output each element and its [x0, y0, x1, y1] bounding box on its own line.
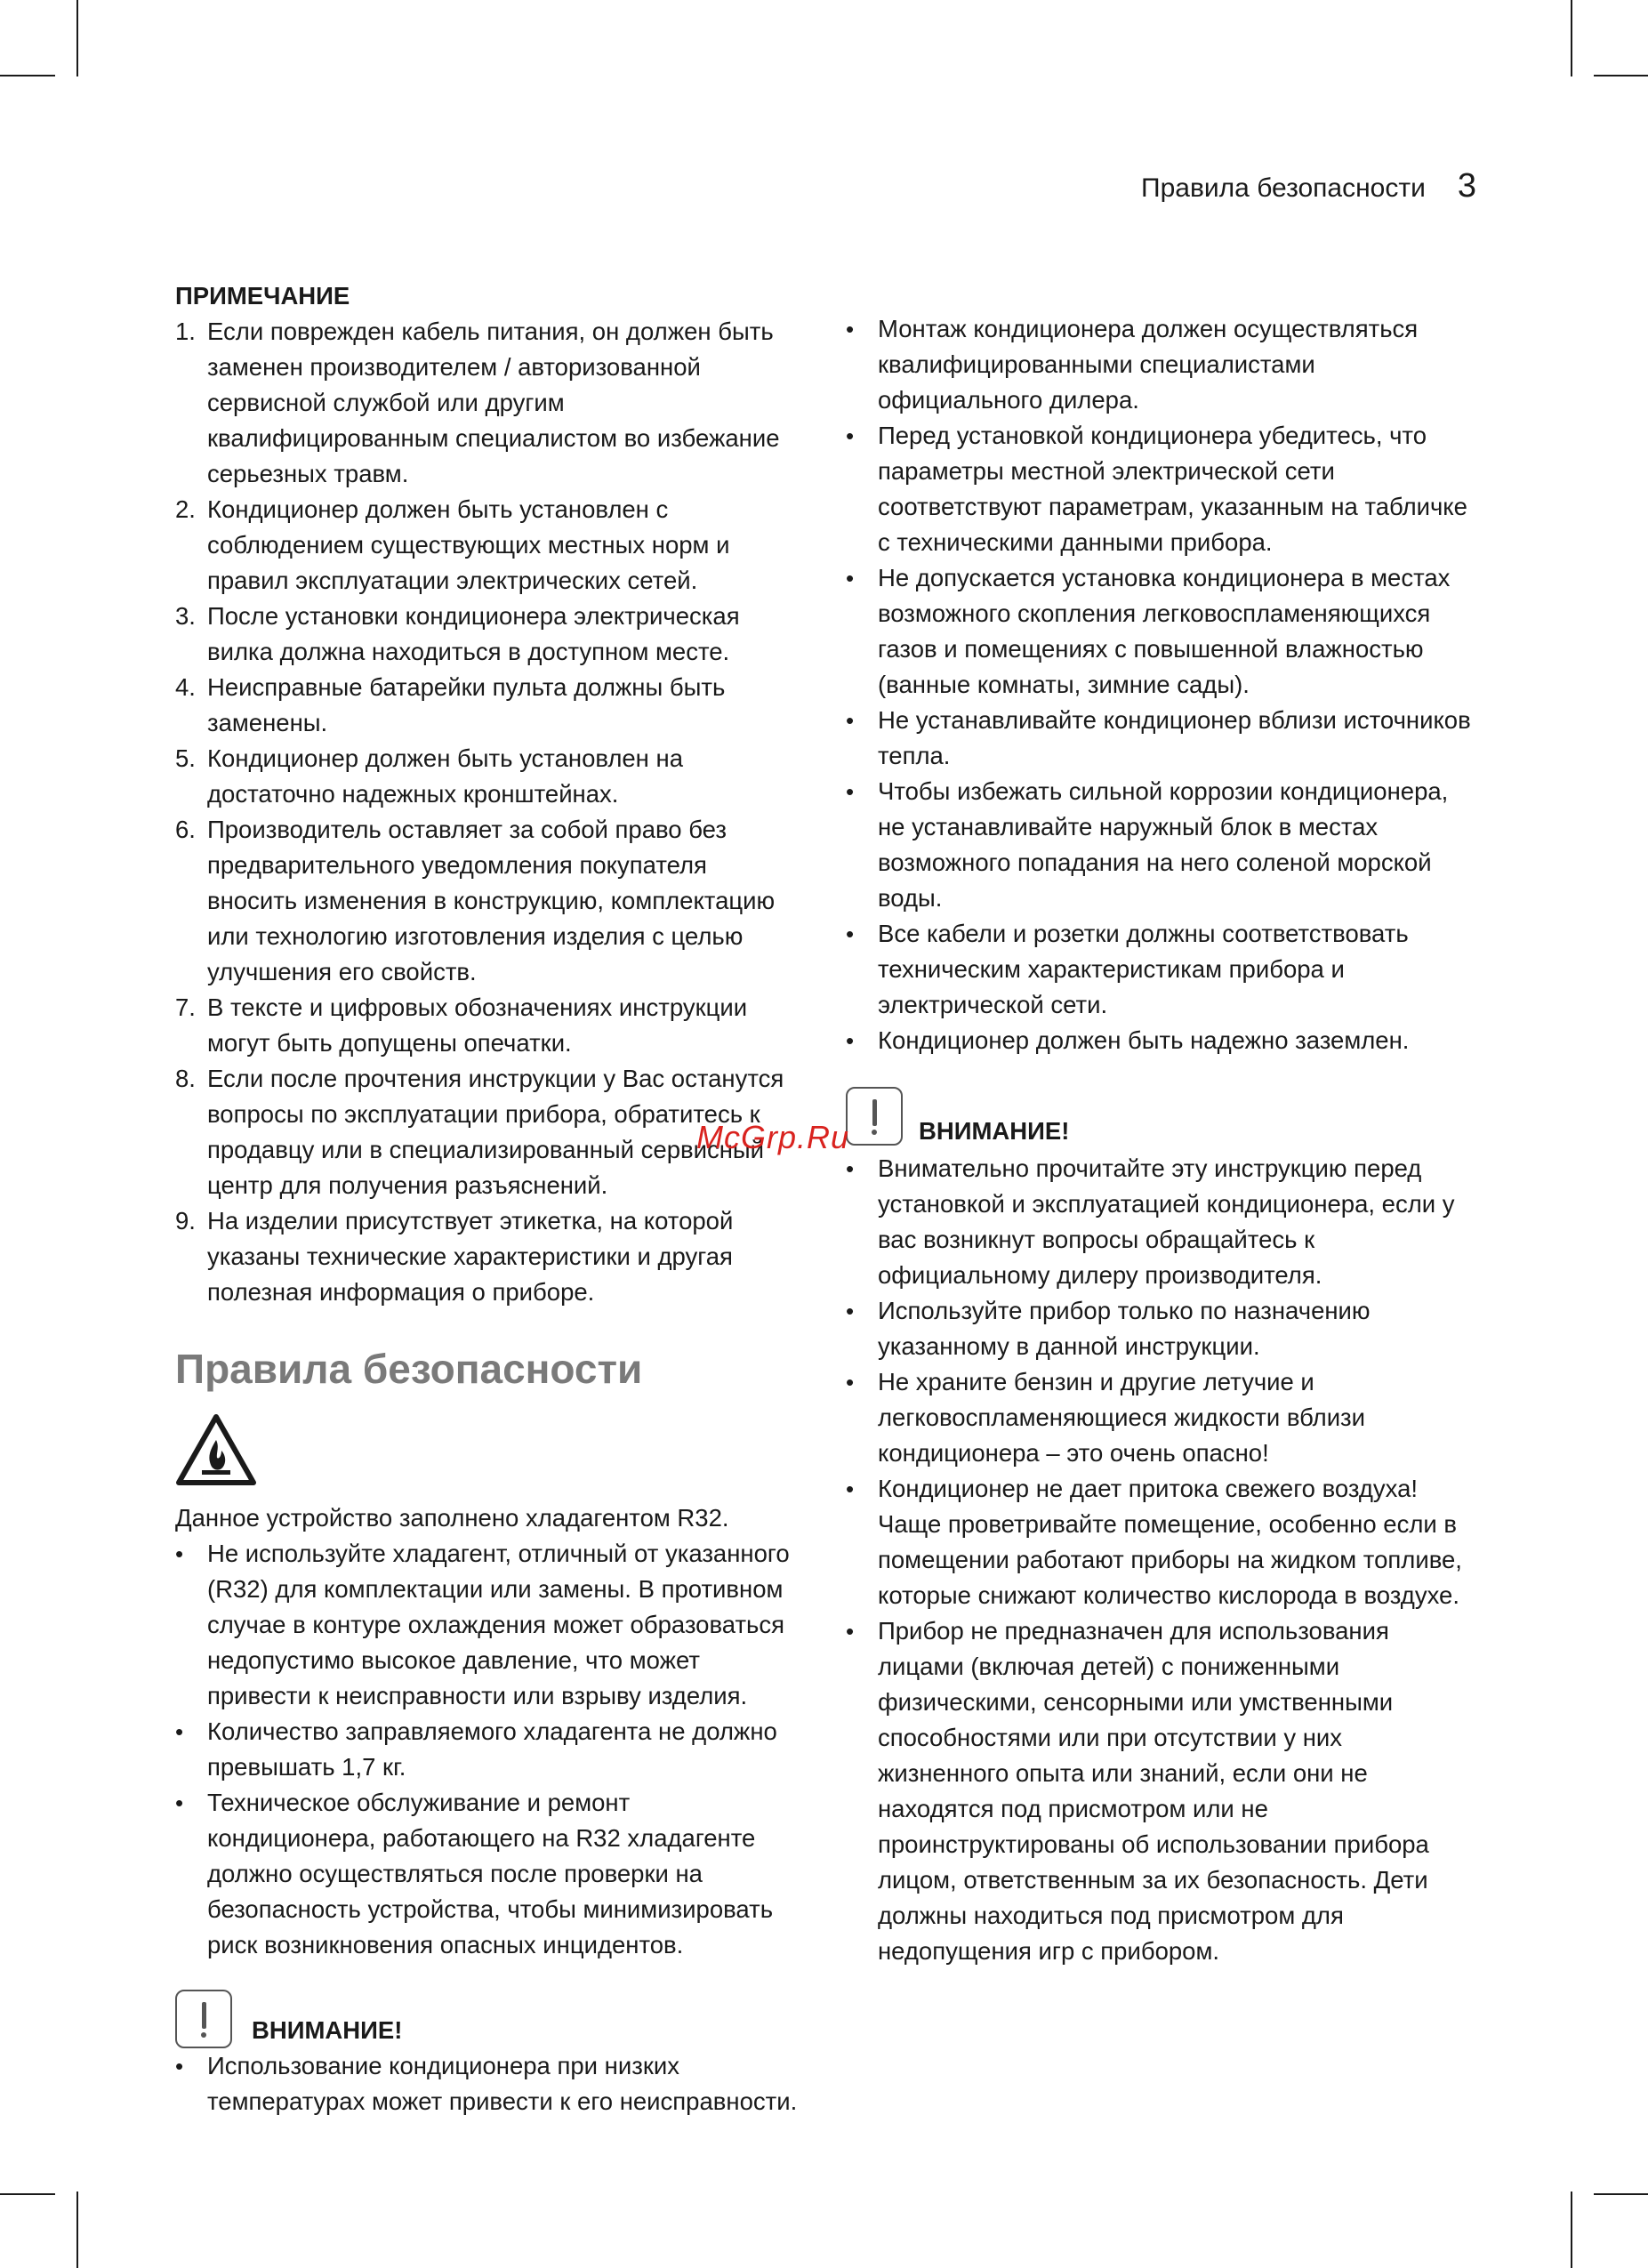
- crop-mark: [1571, 0, 1572, 76]
- list-item: • Монтаж кондиционера должен осуществляться квалифицированными специалистами официального дилера.: [846, 311, 1474, 418]
- list-item: • Все кабели и розетки должны соответствовать техническим характеристикам прибора и электрической сети.: [846, 916, 1474, 1023]
- crop-mark: [0, 2193, 55, 2195]
- list-item: • Не допускается установка кондиционера в местах возможного скопления легковоспламеняющихся газов и помещениях с повышенной влажностью (ванные комнаты, зимние сады).: [846, 560, 1474, 703]
- warning-label: ВНИМАНИЕ!: [919, 1117, 1070, 1145]
- list-item: • Прибор не предназначен для использования лицами (включая детей) с пониженными физическими, сенсорными или умственными способностями или при отсутствии у них жизненного опыта или знаний, если они не находятся под присмотром или не проинструктированы об использовании прибора лицом, ответственным за их безопасность. Дети должны находиться под присмотром для недопущения игр с прибором.: [846, 1613, 1474, 1969]
- list-item: 9. На изделии присутствует этикетка, на которой указаны технические характеристики и другая полезная информация о приборе.: [175, 1207, 734, 1306]
- list-item: 6. Производитель оставляет за собой право без предварительного уведомления покупателя вносить изменения в конструкцию, комплектацию или технологию изготовления изделия с целью улучшения его свойств.: [175, 816, 776, 985]
- list-item: 2. Кондиционер должен быть установлен с соблюдением существующих местных норм и правил эксплуатации электрических сетей.: [175, 495, 730, 594]
- list-item: 4. Неисправные батарейки пульта должны быть заменены.: [175, 673, 726, 736]
- note-list: [175, 314, 803, 1310]
- crop-mark: [76, 2192, 78, 2268]
- list-item: • Чтобы избежать сильной коррозии кондиционера, не устанавливайте наружный блок в местах возможного попадания на него соленой морской воды.: [846, 774, 1474, 916]
- warning-header: [846, 1087, 1069, 1146]
- attention-icon: [175, 1990, 232, 2048]
- installation-list: [846, 311, 1474, 1058]
- list-item: 5. Кондиционер должен быть установлен на достаточно надежных кронштейнах.: [175, 744, 683, 808]
- list-item: • Используйте прибор только по назначению указанному в данной инструкции.: [846, 1293, 1474, 1364]
- list-item: • Количество заправляемого хладагента не должно превышать 1,7 кг.: [175, 1714, 803, 1785]
- crop-mark: [1594, 2193, 1648, 2195]
- list-item: 3. После установки кондиционера электрическая вилка должна находиться в доступном месте.: [175, 602, 740, 665]
- list-item: • Не используйте хладагент, отличный от указанного (R32) для комплектации или замены. В противном случае в контуре охлаждения может образоваться недопустимо высокое давление, что может привести к неисправности или взрыву изделия.: [175, 1536, 803, 1714]
- warning-label: ВНИМАНИЕ!: [252, 2016, 403, 2044]
- warning-list: [846, 1151, 1474, 1969]
- list-item: 7. В тексте и цифровых обозначениях инструкции могут быть допущены опечатки.: [175, 993, 748, 1057]
- flammable-warning-icon: [175, 1413, 257, 1486]
- page-header: [1141, 167, 1476, 205]
- list-item: • Использование кондиционера при низких температурах может привести к его неисправности.: [175, 2048, 803, 2119]
- crop-mark: [76, 0, 78, 76]
- list-item: 1. Если поврежден кабель питания, он должен быть заменен производителем / авторизованной сервисной службой или другим квалифицированным специалистом во избежание серьезных травм.: [175, 318, 780, 487]
- page-number: 3: [1457, 167, 1476, 205]
- crop-mark: [1594, 75, 1648, 76]
- left-column: [175, 278, 803, 2119]
- running-title: Правила безопасности: [1141, 173, 1426, 203]
- list-item: • Кондиционер не дает притока свежего воздуха! Чаще проветривайте помещение, особенно если в помещении работают приборы на жидком топливе, которые снижают количество кислорода в воздухе.: [846, 1471, 1474, 1613]
- warning-list: [175, 2048, 803, 2119]
- crop-mark: [0, 75, 55, 76]
- list-item: • Не храните бензин и другие летучие и легковоспламеняющиеся жидкости вблизи кондиционера – это очень опасно!: [846, 1364, 1474, 1471]
- note-heading: ПРИМЕЧАНИЕ: [175, 282, 350, 310]
- list-item: • Перед установкой кондиционера убедитесь, что параметры местной электрической сети соответствуют параметрам, указанным на табличке с техническими данными прибора.: [846, 418, 1474, 560]
- warning-header: [175, 1990, 803, 2048]
- refrigerant-intro: Данное устройство заполнено хладагентом R32.: [175, 1504, 729, 1532]
- refrigerant-list: [175, 1536, 803, 1963]
- list-item: • Не устанавливайте кондиционер вблизи источников тепла.: [846, 703, 1474, 774]
- crop-mark: [1571, 2192, 1572, 2268]
- attention-icon: [846, 1087, 903, 1146]
- list-item: • Техническое обслуживание и ремонт кондиционера, работающего на R32 хладагенте должно осуществляться после проверки на безопасность устройства, чтобы минимизировать риск возникновения опасных инцидентов.: [175, 1785, 803, 1963]
- list-item: • Кондиционер должен быть надежно заземлен.: [846, 1023, 1474, 1058]
- list-item: 8. Если после прочтения инструкции у Вас останутся вопросы по эксплуатации прибора, обратитесь к продавцу или в специализированный сервисный центр для получения разъяснений.: [175, 1065, 784, 1199]
- list-item: • Внимательно прочитайте эту инструкцию перед установкой и эксплуатацией кондиционера, если у вас возникнут вопросы обращайтесь к официальному дилеру производителя.: [846, 1151, 1474, 1293]
- section-title: Правила безопасности: [175, 1346, 643, 1392]
- watermark: McGrp.Ru: [696, 1119, 850, 1155]
